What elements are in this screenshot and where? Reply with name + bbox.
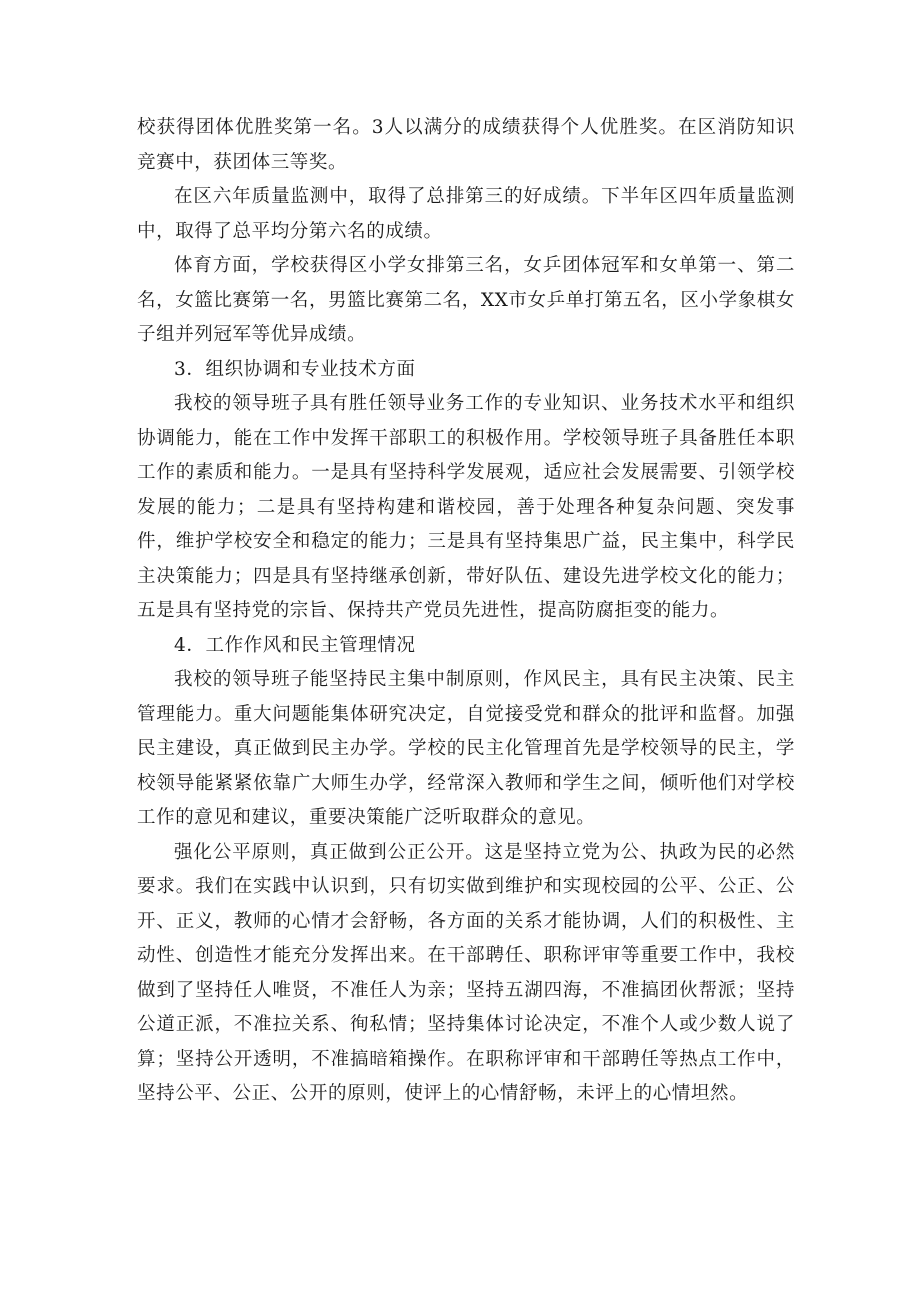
section-heading-3: 3．组织协调和专业技术方面 — [174, 358, 416, 380]
paragraph-quality-monitoring: 在区六年质量监测中，取得了总排第三的好成绩。下半年区四年质量监测中，取得了总平均分第六名的成绩。 — [137, 186, 795, 242]
paragraph-sports: 体育方面，学校获得区小学女排第三名，女乒团体冠军和女单第一、第二名，女篮比赛第一名，男篮比赛第二名，XX市女乒单打第五名，区小学象棋女子组并列冠军等优异成绩。 — [137, 255, 795, 345]
paragraph-democratic-management: 我校的领导班子能坚持民主集中制原则，作风民主，具有民主决策、民主管理能力。重大问题能集体研究决定，自觉接受党和群众的批评和监督。加强民主建设，真正做到民主办学。学校的民主化管理首先是学校领导的民主，学校领导能紧紧依靠广大师生办学，经常深入教师和学生之间，倾听他们对学校工作的意见和建议，重要决策能广泛听取群众的意见。 — [137, 669, 795, 828]
paragraph-fairness: 强化公平原则，真正做到公正公开。这是坚持立党为公、执政为民的必然要求。我们在实践中认识到，只有切实做到维护和实现校园的公平、公正、公开、正义，教师的心情才会舒畅，各方面的关系才能协调，人们的积极性、主动性、创造性才能充分发挥出来。在干部聘任、职称评审等重要工作中，我校做到了坚持任人唯贤，不准任人为亲；坚持五湖四海，不准搞团伙帮派；坚持公道正派，不准拉关系、徇私情；坚持集体讨论决定，不准个人或少数人说了算；坚持公开透明，不准搞暗箱操作。在职称评审和干部聘任等热点工作中，坚持公平、公正、公开的原则，使评上的心情舒畅，未评上的心情坦然。 — [137, 841, 795, 1104]
paragraph-organization: 我校的领导班子具有胜任领导业务工作的专业知识、业务技术水平和组织协调能力，能在工作中发挥干部职工的积极作用。学校领导班子具备胜任本职工作的素质和能力。一是具有坚持科学发展观，适应社会发展需要、引领学校发展的能力；二是具有坚持构建和谐校园，善于处理各种复杂问题、突发事件，维护学校安全和稳定的能力；三是具有坚持集思广益，民主集中，科学民主决策能力；四是具有坚持继承创新，带好队伍、建设先进学校文化的能力；五是具有坚持党的宗旨、保持共产党员先进性，提高防腐拒变的能力。 — [137, 393, 795, 621]
document-body — [137, 111, 795, 1112]
paragraph-continuation: 校获得团体优胜奖第一名。3人以满分的成绩获得个人优胜奖。在区消防知识竞赛中，获团体三等奖。 — [137, 117, 795, 173]
section-heading-4: 4．工作作风和民主管理情况 — [174, 634, 416, 656]
